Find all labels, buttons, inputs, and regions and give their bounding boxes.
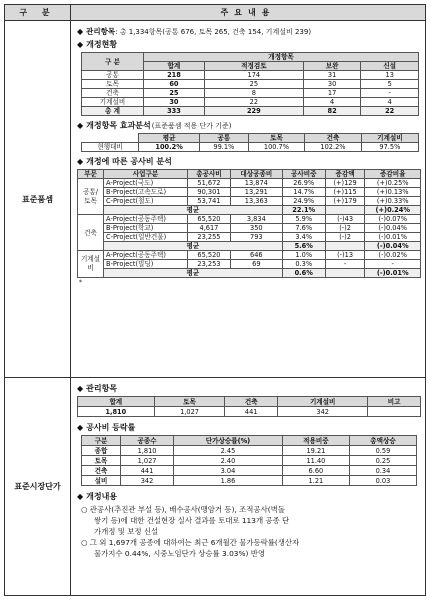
footnote-marker: * (79, 279, 82, 286)
table-row: 현행대비 100.2% 99.1% 100.7% 102.2% 97.5% (82, 143, 419, 152)
revision-content-heading (77, 491, 421, 502)
table-row: 종합 1,810 2.45 19.21 0.59 (82, 446, 417, 456)
table-row: 1,810 1,027 441 342 (78, 407, 421, 417)
table-row-average: 평균 5.6% (-)0.04% (78, 242, 421, 251)
table-row: 토목 1,027 2.40 11.40 0.25 (82, 456, 417, 466)
table-row: 토목 60 25 30 5 (82, 80, 419, 89)
mgmt-items-text: : 총 1,334항목(공통 676, 토목 265, 건축 154, 기계설비 239) (115, 27, 312, 36)
col-header: 적정검토 (204, 62, 303, 71)
col-header: 신설 (361, 62, 419, 71)
effect-analysis-subtitle: (표준품셈 적용 단가 기준) (151, 121, 232, 130)
col-gubun: 구 분 (82, 53, 144, 71)
cost-change-heading (77, 422, 421, 433)
table-row: 건축 25 8 17 - (82, 89, 419, 98)
effect-analysis-heading (77, 120, 421, 131)
mgmt-items-title: 관리항목 (86, 384, 118, 393)
table-row-average: 평균 0.6% (-)0.01% (78, 269, 421, 278)
table-row: 설비 342 1.86 1.21 0.03 (82, 476, 417, 486)
standard-market-price-content (71, 378, 425, 595)
diamond-icon: ◆ (77, 121, 84, 130)
col-header: 보완 (303, 62, 361, 71)
table-row: 공통 218 174 31 13 (82, 71, 419, 80)
cost-analysis-heading (77, 156, 421, 167)
current-status-title: 개정현황 (86, 40, 118, 49)
diamond-icon: ◆ (77, 27, 84, 36)
table-row: C-Project(일반건물) 23,255 793 3.4% (-)2 (-)0.01% (78, 233, 421, 242)
mgmt-items-label: 관리항목 (86, 27, 116, 36)
revision-bullet: ○ 그 외 1,697개 공종에 대하여는 최근 6개월간 물가등락률(생산자 물가지수 0.44%, 시중노임단가 상승률 3.03%) 반영 (81, 538, 300, 558)
table-row-average: 평균 22.1% (+)0.24% (78, 206, 421, 215)
effect-analysis-table: 평균 공통 토목 건축 기계설비 현행대비 100.2% 99.1% 100.7% 102.2% 97.5% (81, 133, 419, 152)
table-row: 기계설비 A-Project(공동주택) 65,520 646 1.0% (-)13 (-)0.02% (78, 251, 421, 260)
col-group: 개정항목 (144, 53, 419, 62)
diamond-icon: ◆ (77, 40, 84, 49)
revision-bullet: ○ 관공사(추진관 부설 등), 배수공사(맹암거 등), 조적공사(벽돌 쌓기 등)에 대한 건설현장 실사 결과를 토대로 113개 공종 단 가개정 및 보정 신설 (81, 505, 290, 536)
diamond-icon: ◆ (77, 384, 84, 393)
current-status-heading (77, 39, 421, 50)
table-row: B-Project(고속도로) 90,301 13,291 14.7% (+)115 (+)0.13% (78, 188, 421, 197)
mgmt-items-line (77, 26, 421, 37)
standard-market-price-label: 표준시장단가 (5, 378, 71, 595)
header-category: 구 분 (5, 5, 71, 20)
col-header: 합계 (144, 62, 205, 71)
mgmt-items-heading (77, 383, 421, 394)
table-header (5, 5, 425, 21)
diamond-icon: ◆ (77, 423, 84, 432)
cost-change-title: 공사비 등락률 (86, 423, 136, 432)
table-row: C-Project(철도) 53,741 13,363 24.9% (+)179 (+)0.33% (78, 197, 421, 206)
cost-change-table: 구분 공종수 단가상승률(%) 적용비중 총액상승 종합 1,810 2.45 19.21 0.59 토목 1,027 2.40 11.40 0.25 건축 441 3.04 6.60 0.34 설비 342 1.86 1.21 0.03 (81, 435, 417, 486)
document-page (4, 4, 426, 596)
standard-estimate-row (5, 21, 425, 378)
mgmt-items-table: 합계 토목 건축 기계설비 비고 1,810 1,027 441 342 (77, 396, 421, 417)
table-row: B-Project(빌딩) 23,253 69 0.3% - - (78, 260, 421, 269)
diamond-icon: ◆ (77, 157, 84, 166)
revision-status-table (81, 52, 419, 116)
table-row-total: 총 계 333 229 82 22 (82, 107, 419, 116)
table-row: 공통/토목 A-Project(국도) 51,672 13,874 26.9% (+)129 (+)0.25% (78, 179, 421, 188)
effect-analysis-title: 개정항목 효과분석 (86, 121, 151, 130)
table-row: B-Project(학교) 4,617 350 7.6% (-)2 (-)0.04% (78, 224, 421, 233)
table-row: 기계설비 30 22 4 4 (82, 98, 419, 107)
table-row: 건축 A-Project(공동주택) 65,520 3,834 5.9% (-)43 (-)0.07% (78, 215, 421, 224)
standard-market-price-row (5, 378, 425, 595)
header-content: 주요내용 (220, 8, 276, 17)
revision-content-title: 개정내용 (86, 492, 118, 501)
cost-analysis-title: 개정에 따른 공사비 분석 (86, 157, 172, 166)
table-row: 건축 441 3.04 6.60 0.34 (82, 466, 417, 476)
standard-estimate-content (71, 21, 425, 377)
standard-estimate-label: 표준품셈 (5, 21, 71, 377)
diamond-icon: ◆ (77, 492, 84, 501)
cost-analysis-table: 부문 사업구분 총공사비 대상공종비 공사비중 증감액 증감비율 공통/토목 A-Project(국도) 51,672 13,874 26.9% (+)129 (+)0.25% B-Project(고속도로) 90,301 13,291 14.7% (+)115 (+)0.13% C-Project(철도) 53,741 13,363 24.9% (+)179 (+)0.33% 평균 22.1% (+)0.24% 건축 A-Project(공동주택) 65,520 3,834 5.9% (-)43 (-)0.07% B-Project(학교) 4,617 350 7.6% (-)2 (-)0.04% C-Project(일반건물) 23,255 793 3.4% (-)2 (-)0.01% 평균 5.6% (-)0.04% 기계설비 A-Project(공동주택) 65,520 646 1.0% (-)13 (-)0.02% B-Project(빌딩) 23,253 69 0.3% - - 평균 0.6% (-)0.01% (77, 169, 421, 278)
